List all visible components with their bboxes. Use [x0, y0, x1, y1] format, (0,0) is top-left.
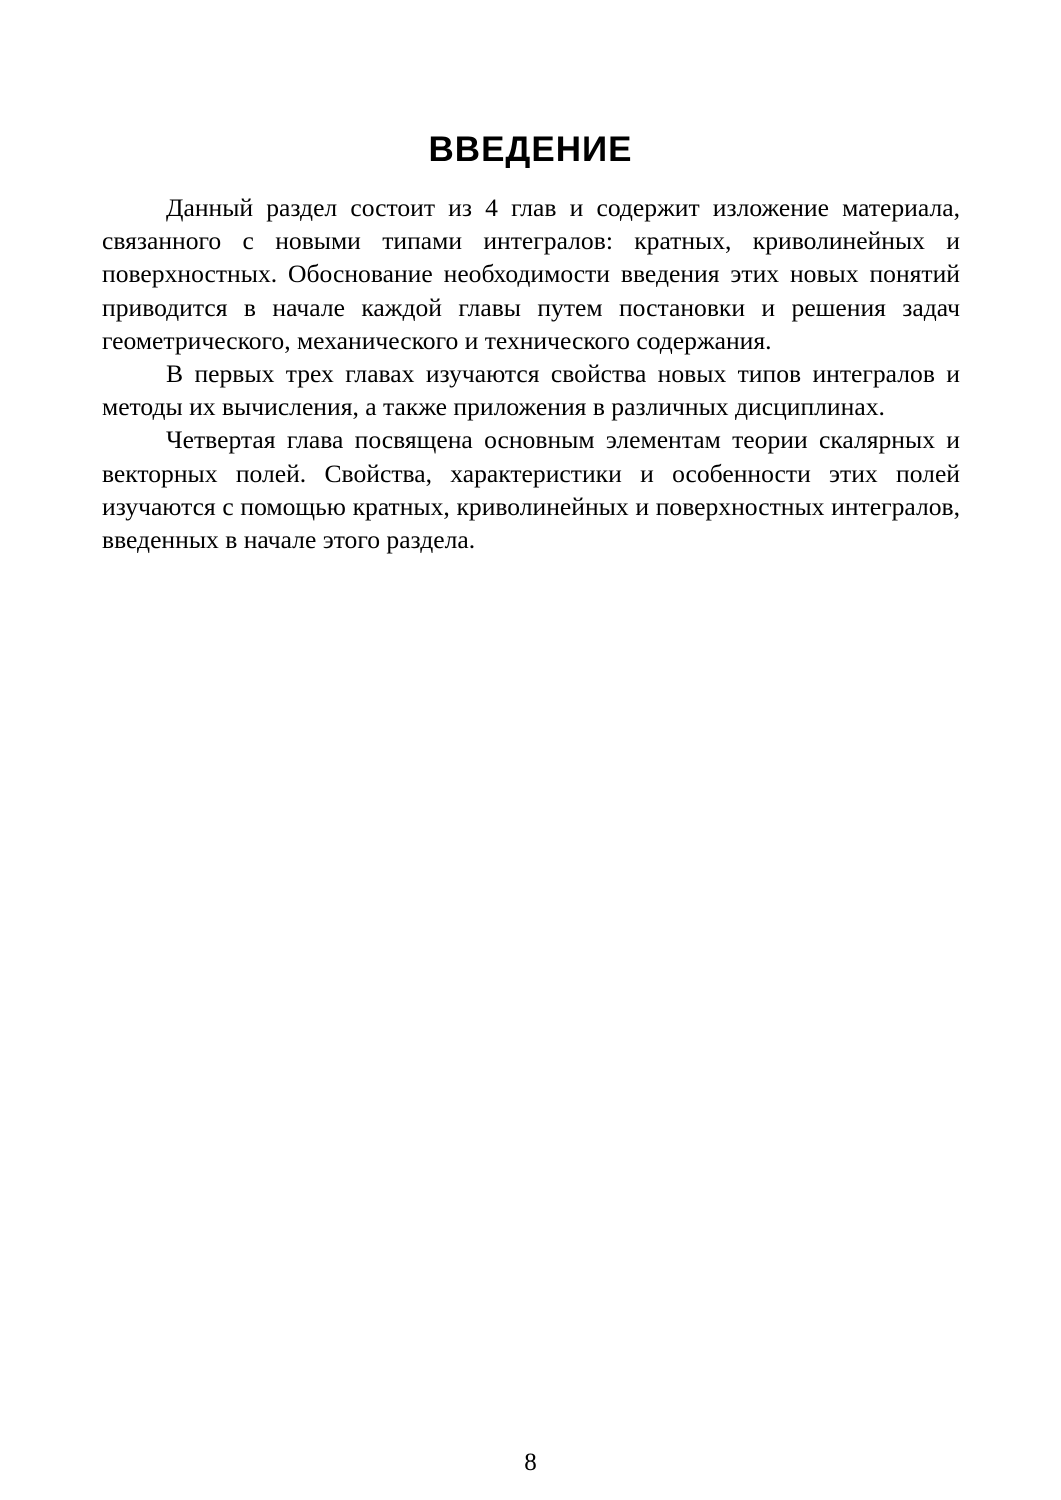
page-title: ВВЕДЕНИЕ: [428, 130, 633, 169]
paragraph-3: Четвертая глава посвящена основным элементам теории скалярных и векторных полей. Свойства, характеристики и особенности этих полей изучаются с помощью кратных, криволинейных и поверхностных интегралов, введенных в начале этого раздела.: [102, 425, 960, 555]
page-number: 8: [524, 1449, 537, 1476]
paragraph-1: Данный раздел состоит из 4 глав и содержит изложение материала, связанного с новыми типами интегралов: кратных, криволинейных и поверхностных. Обоснование необходимости введения этих новых понятий приводится в начале каждой главы путем постановки и решения задач геометрического, механического и технического содержания.: [102, 193, 960, 355]
paragraph-2: В первых трех главах изучаются свойства новых типов интегралов и методы их вычисления, а также приложения в различных дисциплинах.: [102, 359, 960, 422]
body-text: [102, 191, 960, 556]
